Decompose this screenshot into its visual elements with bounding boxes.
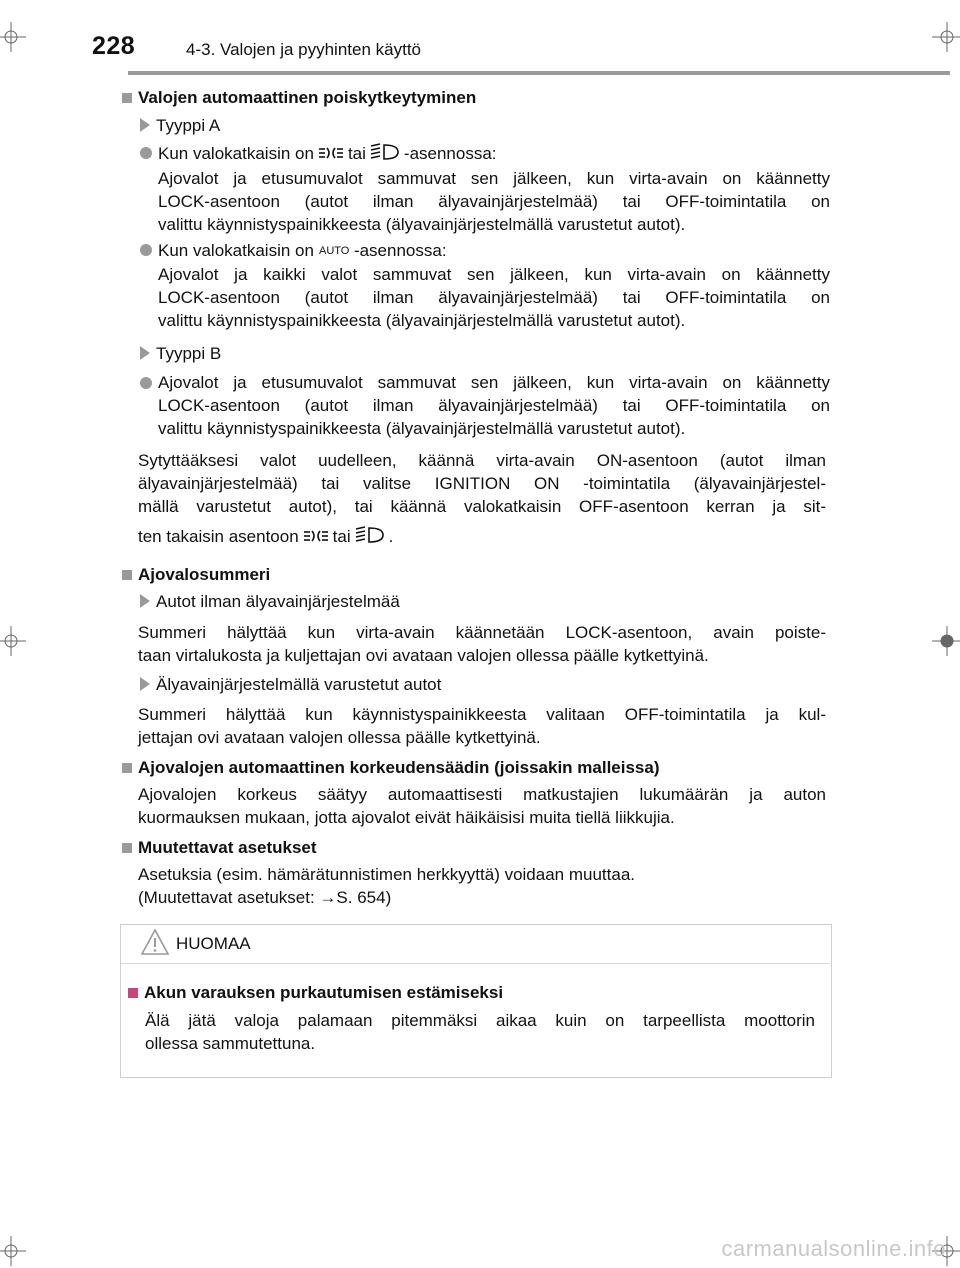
square-bullet-icon <box>122 570 132 580</box>
headlight-icon <box>355 526 385 550</box>
subheading-type-a: Tyyppi A <box>140 114 220 137</box>
arrow-bullet-icon <box>140 118 150 132</box>
square-bullet-icon <box>128 988 138 998</box>
paragraph-b1: Ajovalot ja etusumuvalot sammuvat sen jälkeen, kun virta-avain on käännetty LOCK-asentoon (autot ilman älyavainjärjestelmää) tai OFF-toimintatila on valittu käynnistyspainikkeesta (älyavainjärjestelmällä varustetut autot). <box>158 373 830 438</box>
paragraph-buzzer-1: Summeri hälyttää kun virta-avain käännetään LOCK-asentoon, avain poiste- taan virtalukosta ja kuljettajan ovi avataan valojen ollessa päälle kytkettyinä. <box>138 623 826 665</box>
crop-mark-mid-right <box>932 626 960 656</box>
round-bullet-icon <box>140 377 152 389</box>
notice-label: HUOMAA <box>176 934 251 953</box>
chapter-title: 4-3. Valojen ja pyyhinten käyttö <box>186 40 421 59</box>
section-heading: Ajovalojen automaattinen korkeudensäädin (joissakin malleissa) <box>122 756 660 779</box>
watermark: carmanualsonline.info <box>721 1236 946 1261</box>
header-rule <box>128 71 950 75</box>
arrow-bullet-icon <box>140 346 150 360</box>
section-heading: Ajovalosummeri <box>122 563 270 586</box>
tail-light-icon <box>303 526 329 549</box>
subheading-smart-key: Älyavainjärjestelmällä varustetut autot <box>140 673 441 696</box>
paragraph-a2: Kun valokatkaisin on AUTO -asennossa: Ajovalot ja kaikki valot sammuvat sen jälkeen, kun virta-avain on käännetty LOCK-asentoon (autot ilman älyavainjärjestelmää) tai OFF-toimintatila on valittu käynnistyspainikkeesta (älyavainjärjestelmällä varustetut autot). <box>158 241 830 331</box>
paragraph-settings: Asetuksia (esim. hämärätunnistimen herkkyyttä) voidaan muuttaa. (Muutettavat asetukset: →S. 654) <box>138 865 636 907</box>
crop-mark-top-left <box>0 22 26 52</box>
paragraph-a1: Kun valokatkaisin on tai -asennossa: Ajovalot ja etusumuvalot sammuvat sen jälkeen, kun virta-avain on käännetty LOCK-asentoon (autot ilman älyavainjärjestelmää) tai OFF-toimintatila on valittu käynnistyspainikkeesta (älyavainjärjestelmällä varustetut autot). <box>158 144 830 234</box>
paragraph-restart: Sytyttääksesi valot uudelleen, käännä virta-avain ON-asentoon (autot ilman älyavainjärjestelmää) tai valitse IGNITION ON -toimintatila (älyavainjärjestel- mällä varustetut autot), tai käännä valokatkaisin OFF-asentoon kerran ja sit- ten takaisin asentoon tai . <box>138 449 826 550</box>
paragraph-leveling: Ajovalojen korkeus säätyy automaattisesti matkustajien lukumäärän ja auton kuormauksen mukaan, jotta ajovalot eivät häikäisisi muita tiellä liikkujia. <box>138 785 826 827</box>
notice-heading: Akun varauksen purkautumisen estämiseksi <box>128 981 503 1004</box>
round-bullet-icon <box>140 147 152 159</box>
section-heading: Muutettavat asetukset <box>122 836 317 859</box>
svg-text:AUTO: AUTO <box>318 245 350 258</box>
arrow-bullet-icon <box>140 594 150 608</box>
notice-paragraph: Älä jätä valoja palamaan pitemmäksi aikaa kuin on tarpeellista moottorin ollessa sammutettuna. <box>145 1011 815 1053</box>
square-bullet-icon <box>122 763 132 773</box>
crop-mark-bottom-left <box>0 1236 26 1266</box>
section-heading: Valojen automaattinen poiskytkeytyminen <box>122 86 476 109</box>
subheading-no-smart-key: Autot ilman älyavainjärjestelmää <box>140 590 400 613</box>
crop-mark-mid-left <box>0 626 26 656</box>
warning-triangle-icon <box>140 928 170 961</box>
subheading-type-b: Tyyppi B <box>140 342 221 365</box>
square-bullet-icon <box>122 843 132 853</box>
auto-icon <box>318 240 350 263</box>
tail-light-icon <box>318 143 344 166</box>
square-bullet-icon <box>122 93 132 103</box>
arrow-bullet-icon <box>140 677 150 691</box>
paragraph-buzzer-2: Summeri hälyttää kun käynnistyspainikkeesta valitaan OFF-toimintatila ja kul- jettajan ovi avataan valojen ollessa päälle kytkettyinä. <box>138 705 826 747</box>
page-number: 228 <box>92 32 136 60</box>
headlight-icon <box>370 143 400 167</box>
crop-mark-top-right <box>932 22 960 52</box>
round-bullet-icon <box>140 244 152 256</box>
